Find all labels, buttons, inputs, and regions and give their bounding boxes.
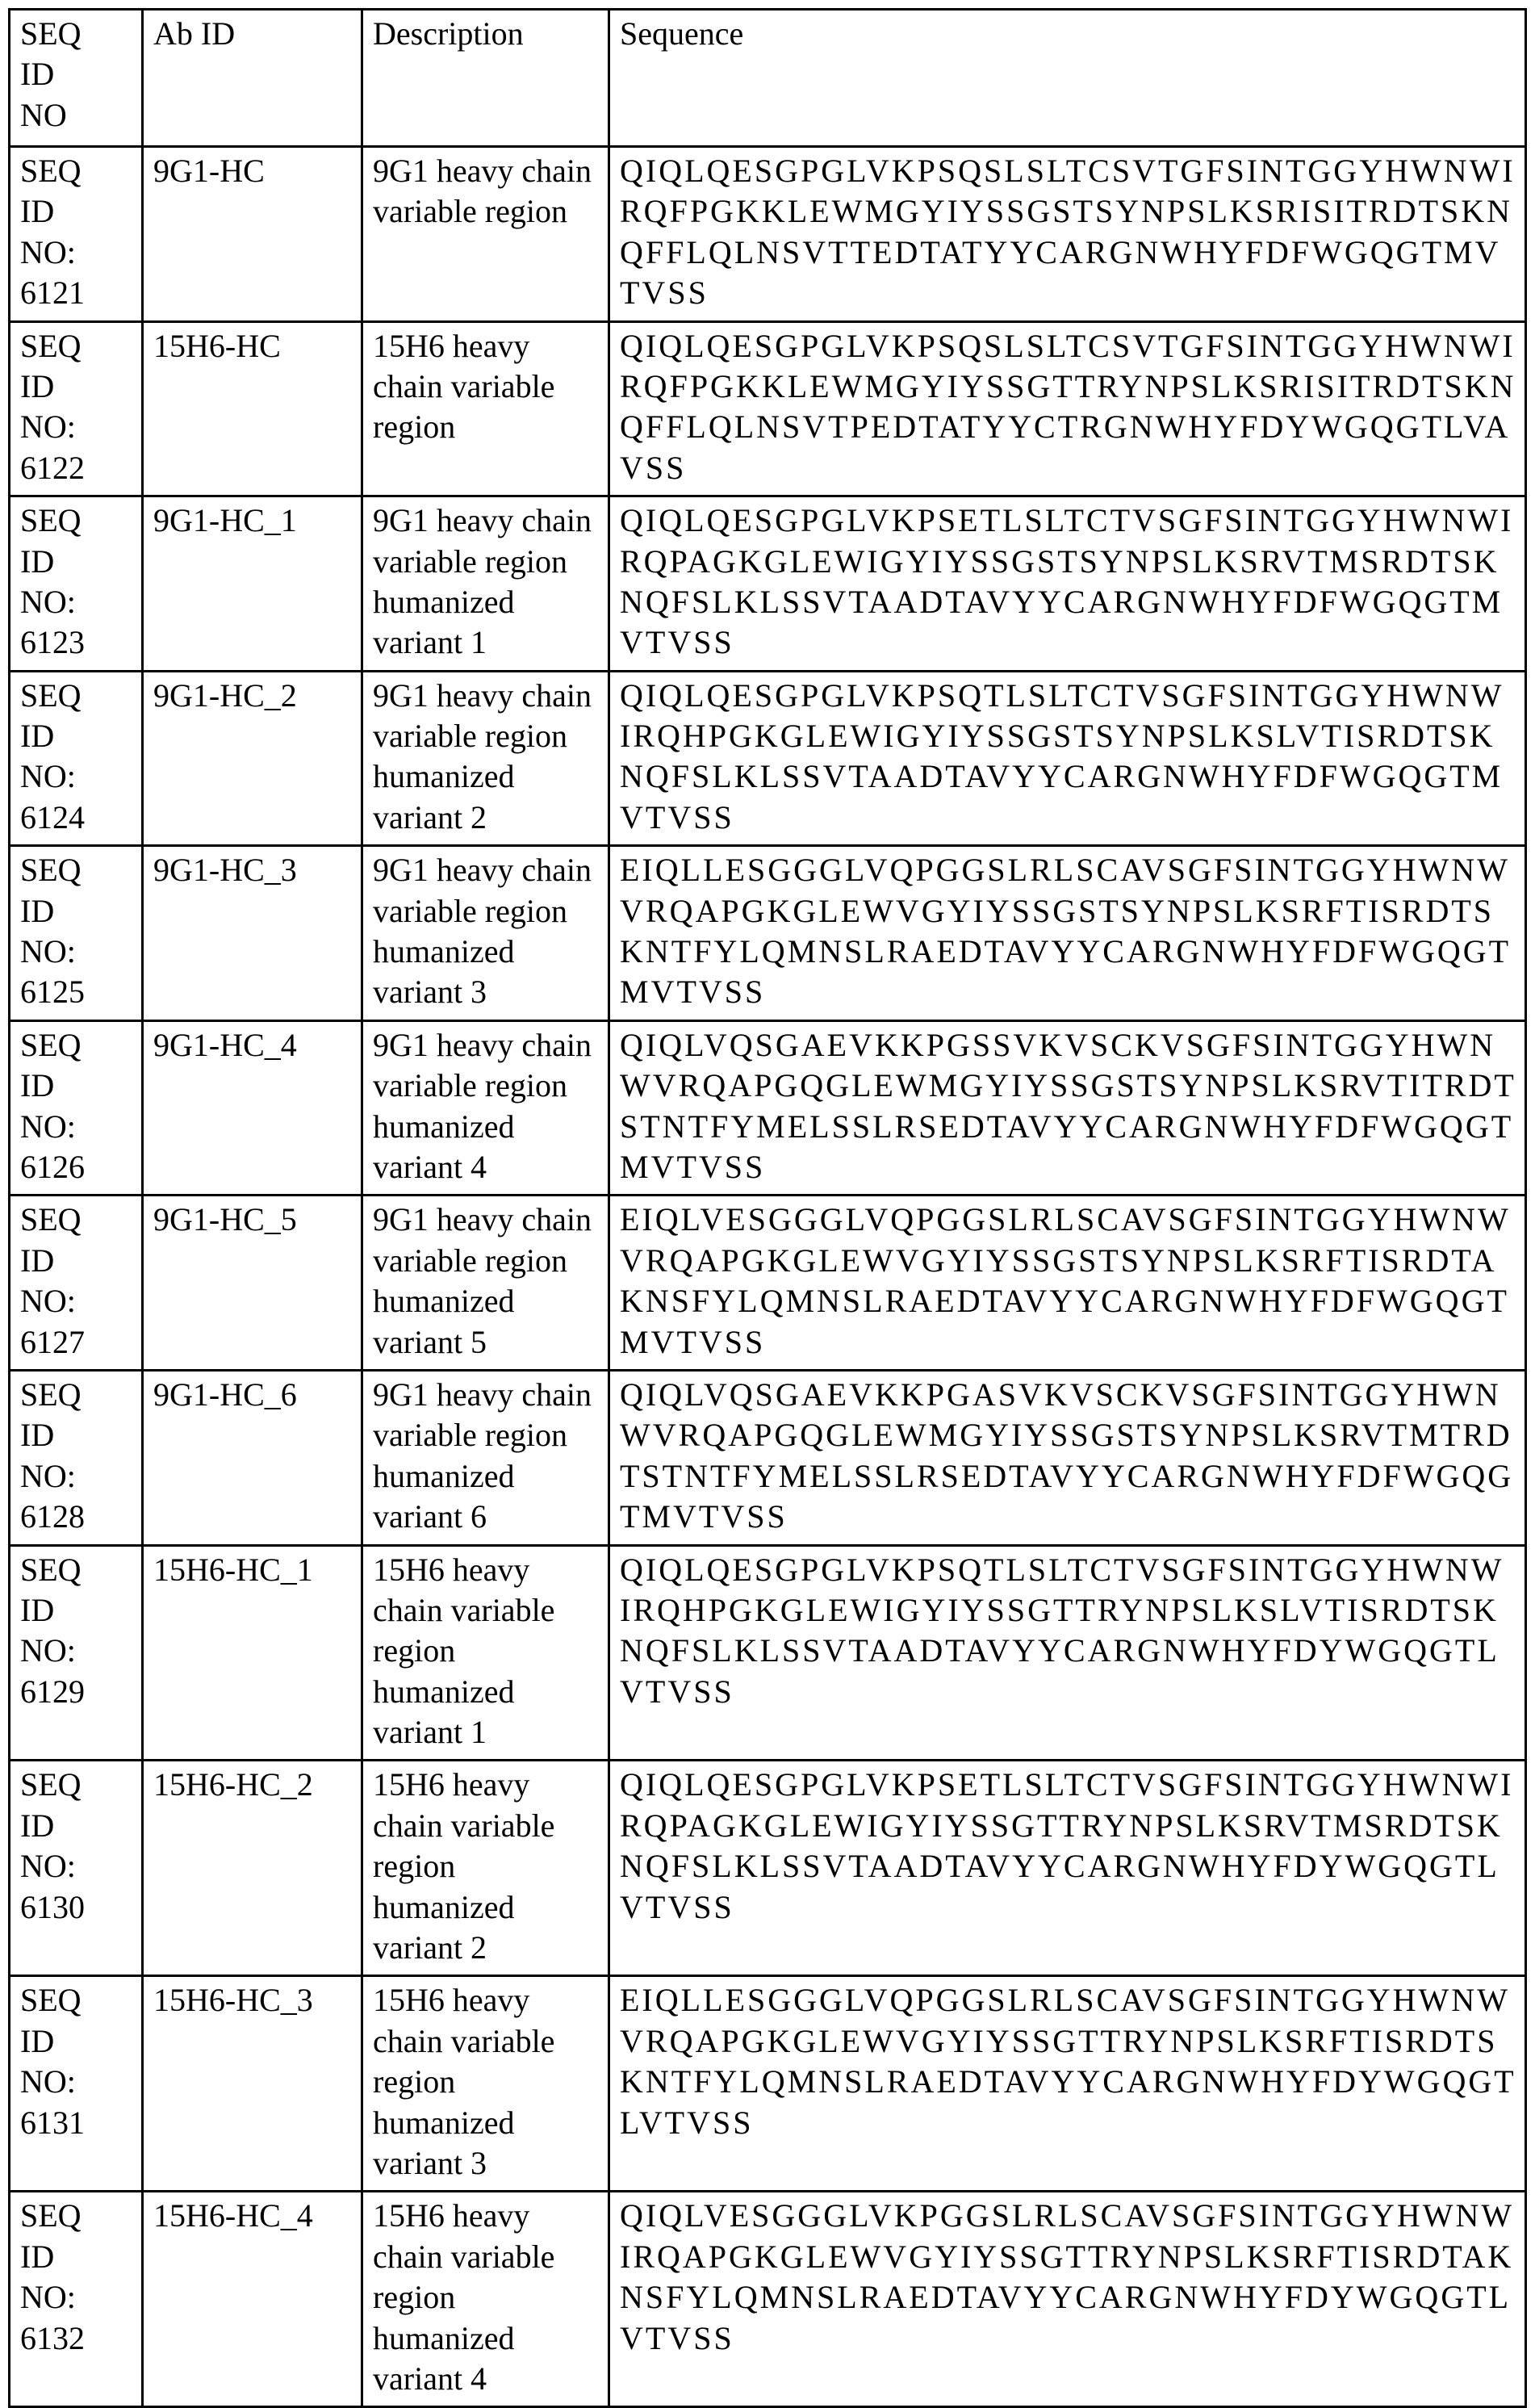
header-seq-id-no: SEQ ID NO (10, 10, 143, 147)
seq-id-cell: SEQ ID NO: 6122 (10, 321, 143, 496)
sequence-table (8, 8, 1527, 2408)
ab-id-cell: 9G1-HC_1 (143, 496, 362, 672)
description-cell: 9G1 heavy chain variable region humanized variant 6 (362, 1370, 609, 1545)
header-row (10, 10, 1526, 147)
ab-id-cell: 9G1-HC_5 (143, 1196, 362, 1371)
seq-id-cell: SEQ ID NO: 6126 (10, 1020, 143, 1196)
table-header (10, 10, 1526, 147)
sequence-cell: QIQLVQSGAEVKKPGASVKVSCKVSGFSINTGGYHWNWVRQAPGQGLEWMGYIYSSGSTSYNPSLKSRVTMTRDTSTNTFYMELSSLRSEDTAVYYCARGNWHYFDFWGQGTMVTVSS (609, 1370, 1526, 1545)
sequence-cell: QIQLQESGPGLVKPSETLSLTCTVSGFSINTGGYHWNWIRQPAGKGLEWIGYIYSSGSTSYNPSLKSRVTMSRDTSKNQFSLKLSSVTAADTAVYYCARGNWHYFDFWGQGTMVTVSS (609, 496, 1526, 672)
table-row (10, 321, 1526, 496)
table-row (10, 671, 1526, 846)
description-cell: 9G1 heavy chain variable region humanized variant 1 (362, 496, 609, 672)
ab-id-cell: 9G1-HC_3 (143, 846, 362, 1021)
ab-id-cell: 15H6-HC_4 (143, 2192, 362, 2407)
seq-id-cell: SEQ ID NO: 6121 (10, 147, 143, 322)
description-cell: 9G1 heavy chain variable region humanized variant 4 (362, 1020, 609, 1196)
ab-id-cell: 9G1-HC (143, 147, 362, 322)
table-row (10, 1976, 1526, 2192)
description-cell: 9G1 heavy chain variable region humanized variant 5 (362, 1196, 609, 1371)
table-row (10, 1196, 1526, 1371)
ab-id-cell: 15H6-HC (143, 321, 362, 496)
sequence-cell: QIQLQESGPGLVKPSQSLSLTCSVTGFSINTGGYHWNWIRQFPGKKLEWMGYIYSSGTTRYNPSLKSRISITRDTSKNQFFLQLNSVTPEDTATYYCTRGNWHYFDYWGQGTLVAVSS (609, 321, 1526, 496)
sequence-cell: QIQLQESGPGLVKPSETLSLTCTVSGFSINTGGYHWNWIRQPAGKGLEWIGYIYSSGTTRYNPSLKSRVTMSRDTSKNQFSLKLSSVTAADTAVYYCARGNWHYFDYWGQGTLVTVSS (609, 1761, 1526, 1976)
table-row (10, 1370, 1526, 1545)
description-cell: 9G1 heavy chain variable region humanized variant 2 (362, 671, 609, 846)
ab-id-cell: 9G1-HC_4 (143, 1020, 362, 1196)
header-sequence: Sequence (609, 10, 1526, 147)
table-row (10, 496, 1526, 672)
seq-id-cell: SEQ ID NO: 6130 (10, 1761, 143, 1976)
description-cell: 15H6 heavy chain variable region humanized variant 4 (362, 2192, 609, 2407)
sequence-cell: QIQLVQSGAEVKKPGSSVKVSCKVSGFSINTGGYHWNWVRQAPGQGLEWMGYIYSSGSTSYNPSLKSRVTITRDTSTNTFYMELSSLRSEDTAVYYCARGNWHYFDFWGQGTMVTVSS (609, 1020, 1526, 1196)
sequence-cell: QIQLVESGGGLVKPGGSLRLSCAVSGFSINTGGYHWNWIRQAPGKGLEWVGYIYSSGTTRYNPSLKSRFTISRDTAKNSFYLQMNSLRAEDTAVYYCARGNWHYFDYWGQGTLVTVSS (609, 2192, 1526, 2407)
seq-id-cell: SEQ ID NO: 6131 (10, 1976, 143, 2192)
table-row (10, 1761, 1526, 1976)
description-cell: 15H6 heavy chain variable region humanized variant 1 (362, 1545, 609, 1761)
sequence-cell: EIQLLESGGGLVQPGGSLRLSCAVSGFSINTGGYHWNWVRQAPGKGLEWVGYIYSSGSTSYNPSLKSRFTISRDTSKNTFYLQMNSLRAEDTAVYYCARGNWHYFDFWGQGTMVTVSS (609, 846, 1526, 1021)
seq-id-cell: SEQ ID NO: 6127 (10, 1196, 143, 1371)
seq-id-cell: SEQ ID NO: 6129 (10, 1545, 143, 1761)
header-ab-id: Ab ID (143, 10, 362, 147)
ab-id-cell: 9G1-HC_2 (143, 671, 362, 846)
description-cell: 9G1 heavy chain variable region humanized variant 3 (362, 846, 609, 1021)
ab-id-cell: 15H6-HC_3 (143, 1976, 362, 2192)
header-description: Description (362, 10, 609, 147)
sequence-cell: QIQLQESGPGLVKPSQSLSLTCSVTGFSINTGGYHWNWIRQFPGKKLEWMGYIYSSGSTSYNPSLKSRISITRDTSKNQFFLQLNSVTTEDTATYYCARGNWHYFDFWGQGTMVTVSS (609, 147, 1526, 322)
table-body (10, 147, 1526, 2407)
seq-id-cell: SEQ ID NO: 6128 (10, 1370, 143, 1545)
seq-id-cell: SEQ ID NO: 6123 (10, 496, 143, 672)
description-cell: 15H6 heavy chain variable region humanized variant 3 (362, 1976, 609, 2192)
seq-id-cell: SEQ ID NO: 6124 (10, 671, 143, 846)
ab-id-cell: 15H6-HC_2 (143, 1761, 362, 1976)
table-row (10, 1020, 1526, 1196)
ab-id-cell: 15H6-HC_1 (143, 1545, 362, 1761)
description-cell: 15H6 heavy chain variable region (362, 321, 609, 496)
table-row (10, 846, 1526, 1021)
sequence-cell: EIQLLESGGGLVQPGGSLRLSCAVSGFSINTGGYHWNWVRQAPGKGLEWVGYIYSSGTTRYNPSLKSRFTISRDTSKNTFYLQMNSLRAEDTAVYYCARGNWHYFDYWGQGTLVTVSS (609, 1976, 1526, 2192)
seq-id-cell: SEQ ID NO: 6132 (10, 2192, 143, 2407)
table-row (10, 1545, 1526, 1761)
table-row (10, 147, 1526, 322)
description-cell: 15H6 heavy chain variable region humanized variant 2 (362, 1761, 609, 1976)
table-row (10, 2192, 1526, 2407)
ab-id-cell: 9G1-HC_6 (143, 1370, 362, 1545)
description-cell: 9G1 heavy chain variable region (362, 147, 609, 322)
seq-id-cell: SEQ ID NO: 6125 (10, 846, 143, 1021)
sequence-cell: QIQLQESGPGLVKPSQTLSLTCTVSGFSINTGGYHWNWIRQHPGKGLEWIGYIYSSGTTRYNPSLKSLVTISRDTSKNQFSLKLSSVTAADTAVYYCARGNWHYFDYWGQGTLVTVSS (609, 1545, 1526, 1761)
sequence-cell: QIQLQESGPGLVKPSQTLSLTCTVSGFSINTGGYHWNWIRQHPGKGLEWIGYIYSSGSTSYNPSLKSLVTISRDTSKNQFSLKLSSVTAADTAVYYCARGNWHYFDFWGQGTMVTVSS (609, 671, 1526, 846)
sequence-cell: EIQLVESGGGLVQPGGSLRLSCAVSGFSINTGGYHWNWVRQAPGKGLEWVGYIYSSGSTSYNPSLKSRFTISRDTAKNSFYLQMNSLRAEDTAVYYCARGNWHYFDFWGQGTMVTVSS (609, 1196, 1526, 1371)
